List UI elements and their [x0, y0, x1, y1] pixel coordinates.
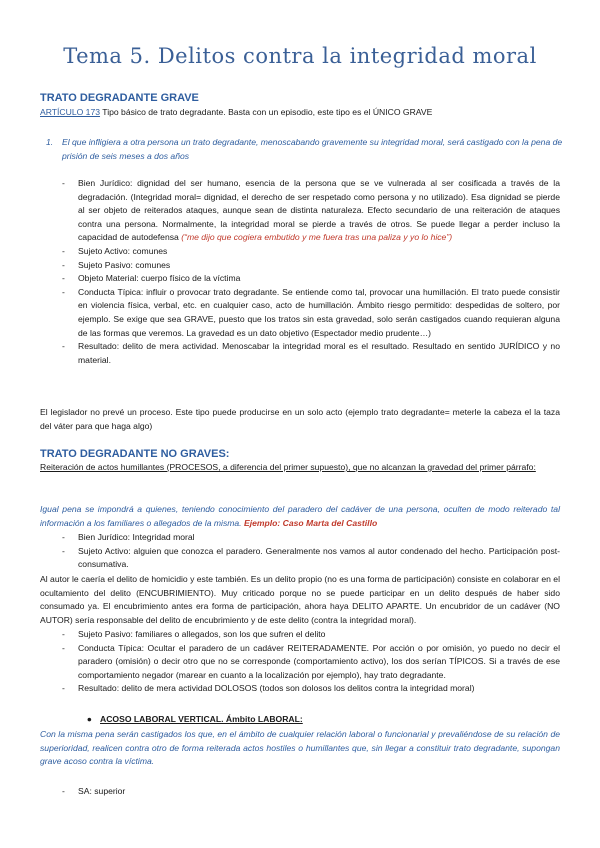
- dash-bullet: -: [62, 532, 65, 542]
- page-title: Tema 5. Delitos contra la integridad moral: [63, 44, 537, 68]
- article-line: [40, 106, 570, 120]
- dash-bullet: -: [62, 545, 65, 556]
- list-item-text: Resultado: delito de mera actividad. Menoscabar la integridad moral es el resultado. Resultado en sentido JURÍDICO y no material.: [78, 341, 560, 365]
- list-item: [40, 177, 560, 245]
- paragraph-legislador: El legislador no prevé un proceso. Este tipo puede producirse en un solo acto (ejemplo trato degradante= meterle la cabeza el la taza del váter para que haga algo): [40, 407, 560, 431]
- list-item: [40, 628, 560, 642]
- section-heading-trato-no-grave: TRATO DEGRADANTE NO GRAVES:: [40, 448, 230, 460]
- dash-bullet: -: [62, 273, 65, 284]
- example-text: Ejemplo: Caso Marta del Castillo: [243, 517, 378, 528]
- section-subtitle: Reiteración de actos humillantes (PROCESOS, a diferencia del primer supuesto), que no alcanzan la gravedad del primer párrafo:: [40, 462, 536, 472]
- list-item-text: Conducta Típica: influir o provocar trato degradante. Se entiende como tal, provocar una humillación. El trato puede consistir en violencia física, verbal, etc. en cualquier caso, acto de humillación. Ámbito riesgo permitido: despedidas de soltero, por ejemplo. Se exige que sea GRAVE, puesto que los tratos sin esta gravedad, solo serán castigados cuando requieran alguna de las formas que veremos. La gravedad es un dato objetivo (Espectador medio prudente…): [78, 286, 560, 338]
- dash-bullet: -: [62, 245, 65, 256]
- dash-bullet: -: [62, 259, 65, 270]
- list-item-text: Sujeto Pasivo: familiares o allegados, son los que sufren el delito: [78, 629, 326, 639]
- dash-bullet: -: [62, 786, 65, 796]
- section-heading-acoso: [40, 713, 560, 727]
- dash-bullet: -: [62, 286, 65, 297]
- list-item: [40, 340, 560, 367]
- list-item-text: Sujeto Pasivo: comunes: [78, 259, 171, 270]
- list-item: [40, 272, 560, 286]
- list-item-text: Sujeto Activo: alguien que conozca el paradero. Generalmente nos vamos al autor condenado del hecho. Participación post-consumativa.: [78, 545, 560, 570]
- list-item-text: Resultado: delito de mera actividad DOLOSOS (todos son dolosos los delitos contra la integridad moral): [78, 683, 475, 694]
- quote-block-2: [40, 503, 560, 530]
- quote-numbered: [40, 136, 565, 163]
- dash-bullet: -: [62, 178, 65, 188]
- bullet-list-1: [40, 177, 560, 367]
- list-item: [40, 642, 560, 683]
- list-item: [40, 259, 560, 273]
- quote-block-3: Con la misma pena serán castigados los que, en el ámbito de cualquier relación laboral o funcionarial y prevaliéndose de su relación de superioridad, realicen contra otro de forma reiterada actos hostiles o humillantes que, sin llegar a constituir trato degradante, supongan grave acoso contra la víctima.: [40, 729, 560, 767]
- article-link[interactable]: ARTÍCULO 173: [40, 107, 101, 117]
- list-item: [40, 531, 560, 545]
- quote-inline: (“me dijo que cogiera embutido y me fuera tras una paliza y yo lo hice”): [181, 232, 453, 243]
- bullet-list-2b: [40, 628, 560, 696]
- section-heading-trato-grave: TRATO DEGRADANTE GRAVE: [40, 92, 199, 104]
- quote-text: Igual pena se impondrá a quienes, teniendo conocimiento del paradero del cadáver de una persona, oculten de modo reiterado tal información a los familiares o allegados de la misma.: [40, 504, 560, 528]
- quote-text: El que infligiera a otra persona un trato degradante, menoscabando gravemente su integridad moral, será castigado con la pena de prisión de seis meses a dos años: [62, 137, 563, 161]
- list-item-text: Bien Jurídico: dignidad del ser humano, esencia de la persona que se ve vulnerada al ser cosificada a través de la degradación. (Integridad moral= dignidad, el derecho de ser respetado como persona y no utilizado). Esa dignidad se pierde al ser objeto de reiterados ataques, aunque sean de distinta naturaleza. Efecto secundario de una reiteración de ataques contra una persona. Normalmente, la integridad moral se pierde a través de otros. Se puede llegar a perder incluso la capacidad de autodefensa (“me dijo que cogiera embutido y me fuera tras una paliza y yo lo hice”): [78, 178, 560, 243]
- bullet-list-2a: [40, 531, 560, 572]
- bullet-dot: ●: [86, 714, 92, 724]
- list-item: [40, 785, 560, 799]
- list-item: [40, 286, 560, 340]
- list-item-text: Conducta Típica: Ocultar el paradero de un cadáver REITERADAMENTE. Por acción o por omisión, yo puedo no decir el paradero (omisión) o decir otro que no se corresponde (comportamiento activo), los dos serían TÍPICOS. Si a través de ese comportamiento negador (marear en cuanto a la localización por ejemplo), hay trato degradante.: [78, 642, 560, 680]
- acoso-heading-text: ACOSO LABORAL VERTICAL. Ámbito LABORAL:: [100, 714, 303, 724]
- dash-bullet: -: [62, 629, 65, 639]
- article-text: Tipo básico de trato degradante. Basta con un episodio, este tipo es el ÚNICO GRAVE: [100, 107, 433, 117]
- list-item-text: SA: superior: [78, 786, 126, 796]
- list-item: [40, 245, 560, 259]
- list-item: [40, 682, 560, 696]
- dash-bullet: -: [62, 642, 65, 653]
- list-item-text: Objeto Material: cuerpo físico de la víctima: [78, 273, 241, 284]
- bullet-list-3: [40, 785, 560, 799]
- list-item-text: Bien Jurídico: Integridad moral: [78, 532, 195, 542]
- list-item-text: Sujeto Activo: comunes: [78, 245, 168, 256]
- dash-bullet: -: [62, 683, 65, 694]
- list-item: [40, 545, 560, 572]
- dash-bullet: -: [62, 341, 65, 352]
- quote-number: 1.: [46, 137, 54, 147]
- paragraph-encubrimiento: Al autor le caería el delito de homicidio y este también. Es un delito propio (no es una forma de participación) consiste en colaborar en el ocultamiento del delito (ENCUBRIMIENTO). Muy criticado porque no se puede participar en un delito después de haber sido consumado ya. El encubrimiento antes era forma de participación, ahora haya DELITO APARTE. Un encubridor de un cadáver (NO AUTOR) sería responsable del delito de encubrimiento y de este delito (contra la integridad moral).: [40, 574, 560, 625]
